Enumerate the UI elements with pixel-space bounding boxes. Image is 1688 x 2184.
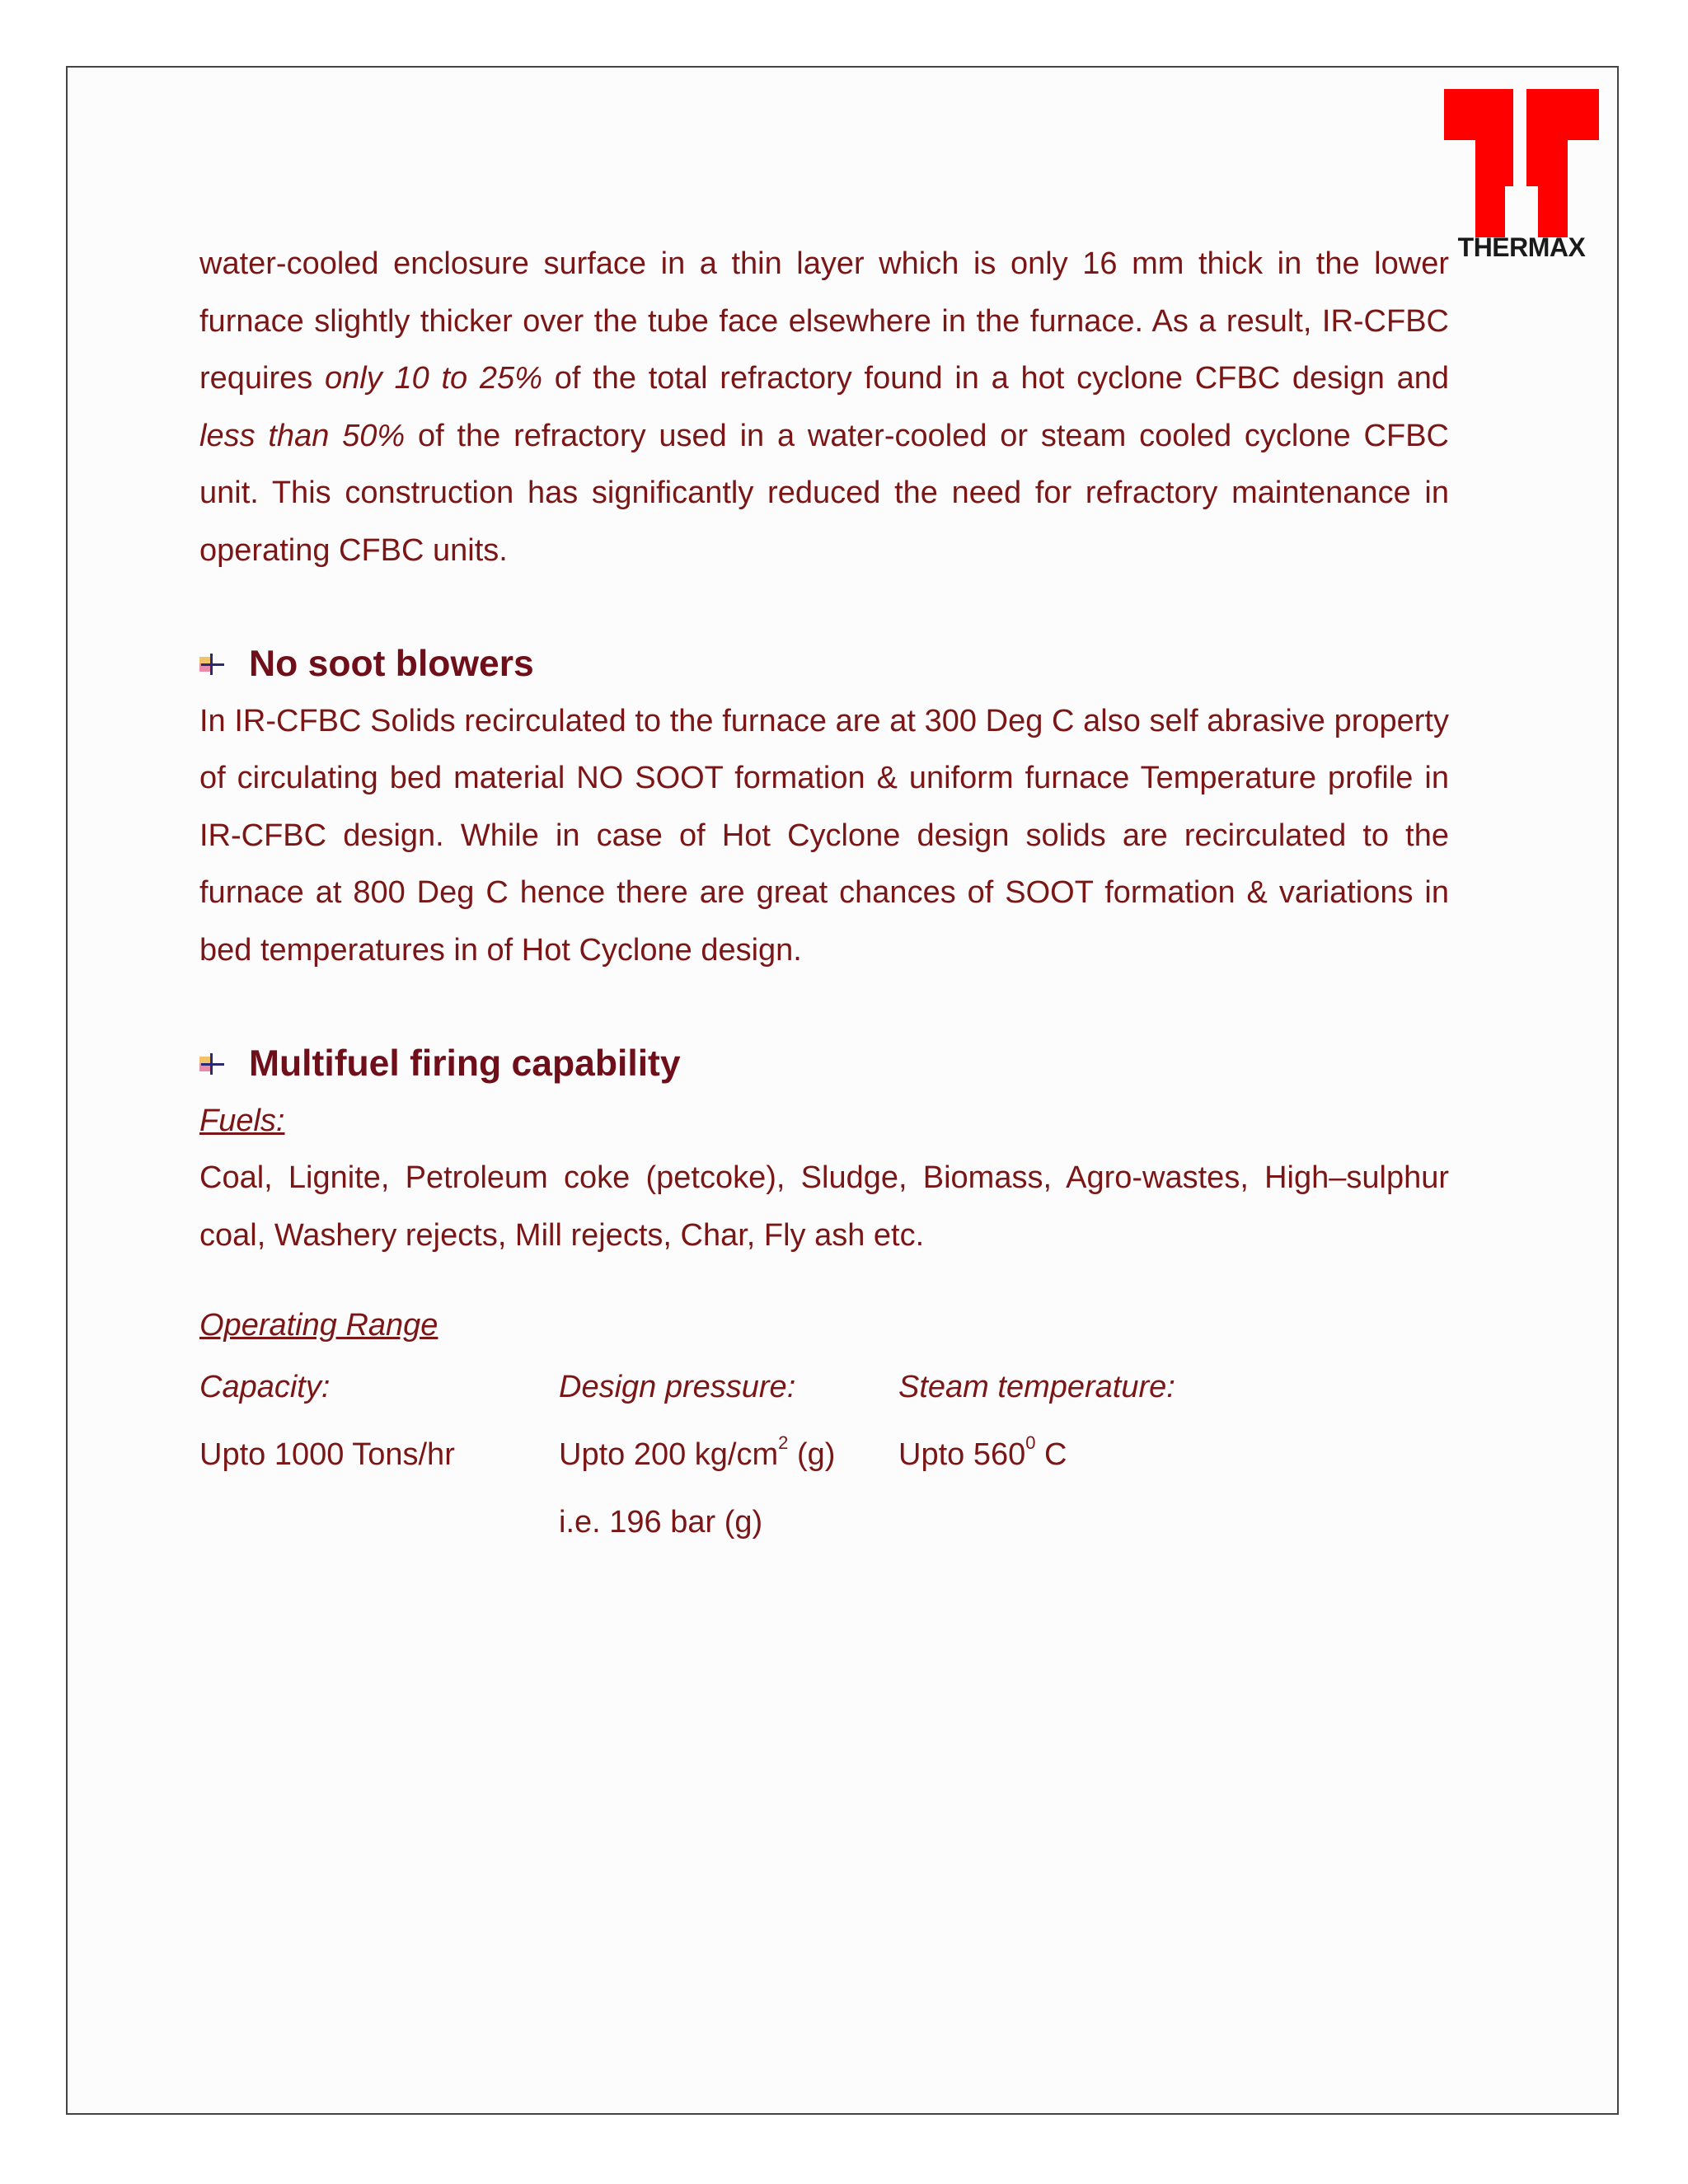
thermax-logo bbox=[1444, 89, 1599, 262]
design-pressure-note: i.e. 196 bar (g) bbox=[559, 1504, 763, 1540]
text-run: C bbox=[1035, 1436, 1067, 1472]
design-pressure-value bbox=[559, 1432, 836, 1473]
capacity-label: Capacity: bbox=[199, 1369, 331, 1404]
steam-temperature-value bbox=[898, 1432, 1067, 1473]
thermax-logo-icon bbox=[1444, 89, 1599, 237]
heading-multifuel bbox=[199, 1035, 1449, 1093]
text-run: water-cooled enclosure surface in a thin layer which is only 16 mm thick in the lower furnace slightly thicker over the tube face elsewhere in the furnace. As a result, IR-CFBC requires bbox=[199, 246, 1449, 396]
paragraph-fuels: Coal, Lignite, Petroleum coke (petcoke), Sludge, Biomass, Agro-wastes, High–sulphur coal, Washery rejects, Mill rejects, Char, Fly ash etc. bbox=[199, 1160, 1449, 1253]
superscript: 0 bbox=[1025, 1432, 1036, 1453]
superscript: 2 bbox=[778, 1432, 789, 1453]
operating-range-table bbox=[199, 1370, 1449, 1576]
text-run: of the refractory used in a water-cooled or steam cooled cyclone CFBC unit. This construction has significantly reduced the need for refractory maintenance in operating CFBC units. bbox=[199, 418, 1449, 568]
text-run: of the total refractory found in a hot cyclone CFBC design and bbox=[542, 361, 1449, 396]
bullet-plus-icon bbox=[199, 1053, 224, 1075]
capacity-value: Upto 1000 Tons/hr bbox=[199, 1436, 455, 1472]
steam-temperature-label: Steam temperature: bbox=[898, 1369, 1175, 1404]
bullet-plus-icon bbox=[199, 654, 224, 675]
text-run: Upto 200 kg/cm bbox=[559, 1436, 779, 1472]
operating-range-title: Operating Range bbox=[199, 1308, 438, 1343]
fuels-label: Fuels: bbox=[199, 1103, 285, 1138]
logo-text: THERMAX bbox=[1457, 232, 1586, 262]
document-body bbox=[199, 236, 1449, 1576]
emphasis-run: less than 50% bbox=[199, 418, 406, 453]
heading-no-soot-blowers bbox=[199, 635, 1449, 693]
paragraph-soot: In IR-CFBC Solids recirculated to the furnace are at 300 Deg C also self abrasive property of circulating bed material NO SOOT formation & uniform furnace Temperature profile in IR-CFBC design. While in case of Hot Cyclone design solids are recirculated to the furnace at 800 Deg C hence there are great chances of SOOT formation & variations in bed temperatures in of Hot Cyclone design. bbox=[199, 703, 1449, 968]
heading-text: No soot blowers bbox=[249, 644, 534, 684]
heading-text: Multifuel firing capability bbox=[249, 1043, 681, 1084]
design-pressure-label: Design pressure: bbox=[559, 1369, 796, 1404]
paragraph-refractory bbox=[199, 236, 1449, 579]
emphasis-run: only 10 to 25% bbox=[325, 361, 542, 396]
text-run: Upto 560 bbox=[898, 1436, 1026, 1472]
text-run: (g) bbox=[788, 1436, 836, 1472]
